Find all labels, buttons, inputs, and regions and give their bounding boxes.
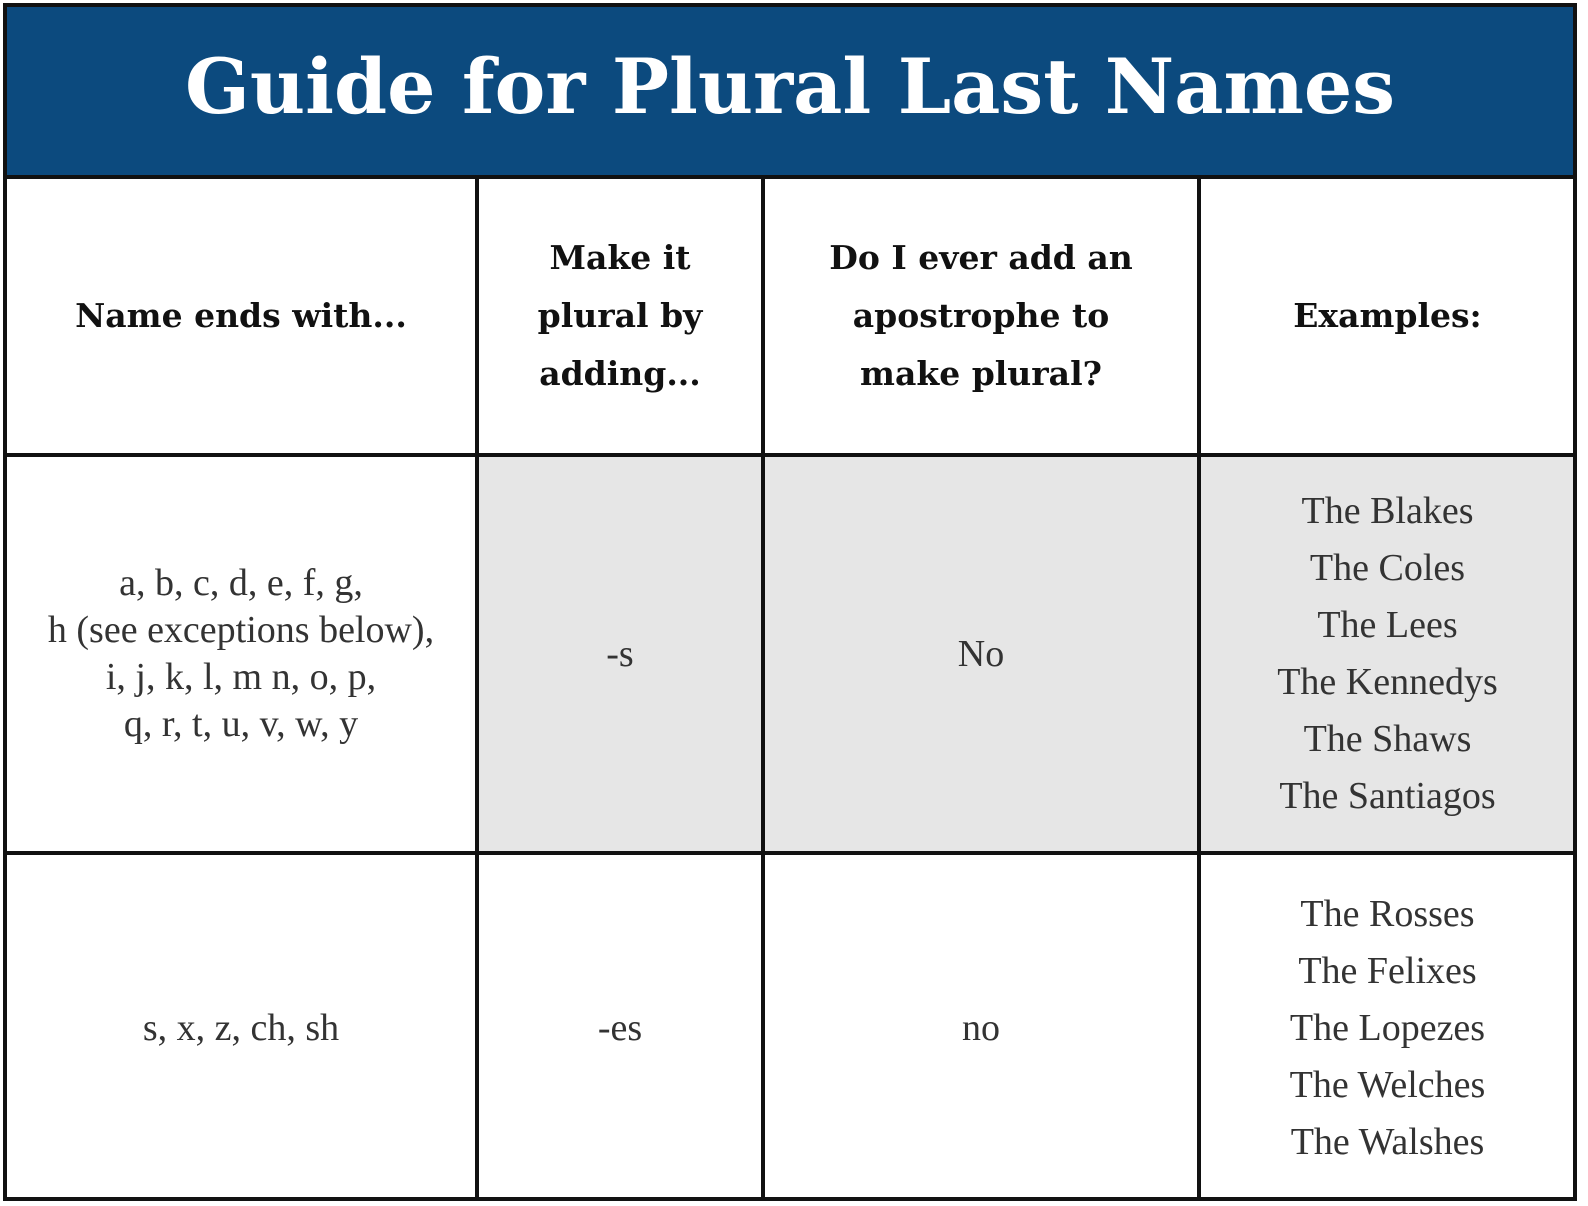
ending-line: a, b, c, d, e, f, g, bbox=[119, 562, 363, 604]
examples-cell bbox=[1199, 455, 1574, 853]
header-line: Do I ever add an bbox=[829, 238, 1133, 277]
example-name: The Lees bbox=[1317, 604, 1458, 646]
examples-cell bbox=[1199, 853, 1574, 1201]
header-apostrophe-question bbox=[763, 179, 1199, 455]
ending-line: i, j, k, l, m n, o, p, bbox=[105, 656, 377, 698]
header-row bbox=[7, 179, 1574, 455]
example-name: The Felixes bbox=[1298, 949, 1477, 992]
example-name: The Shaws bbox=[1303, 718, 1472, 760]
example-name: The Lopezes bbox=[1289, 1006, 1486, 1049]
ending-line: q, r, t, u, v, w, y bbox=[123, 703, 359, 745]
example-name: The Blakes bbox=[1301, 490, 1474, 532]
plural-rules-table bbox=[7, 179, 1574, 1201]
header-line: Name ends with... bbox=[75, 296, 407, 335]
name-ending-cell bbox=[7, 455, 477, 853]
example-name: The Welches bbox=[1289, 1063, 1486, 1106]
header-line: Make it bbox=[549, 238, 691, 277]
header-line: Examples: bbox=[1293, 296, 1482, 335]
header-name-ends-with bbox=[7, 179, 477, 455]
example-name: The Rosses bbox=[1300, 892, 1475, 935]
page-title: Guide for Plural Last Names bbox=[184, 42, 1396, 131]
header-line: apostrophe to bbox=[852, 296, 1110, 335]
example-name: The Walshes bbox=[1290, 1120, 1485, 1163]
ending-line: h (see exceptions below), bbox=[47, 609, 435, 651]
plural-names-guide bbox=[3, 3, 1577, 1201]
header-line: make plural? bbox=[860, 354, 1102, 393]
example-name: The Santiagos bbox=[1279, 775, 1496, 817]
example-name: The Coles bbox=[1309, 547, 1466, 589]
header-line: plural by bbox=[537, 296, 703, 335]
suffix-cell: -es bbox=[477, 853, 763, 1201]
suffix-cell: -s bbox=[477, 455, 763, 853]
table-row bbox=[7, 853, 1574, 1201]
example-name: The Kennedys bbox=[1277, 661, 1498, 703]
title-banner bbox=[7, 7, 1573, 179]
name-ending-cell bbox=[7, 853, 477, 1201]
header-line: adding... bbox=[539, 354, 701, 393]
header-make-plural-by-adding bbox=[477, 179, 763, 455]
table-row bbox=[7, 455, 1574, 853]
header-examples bbox=[1199, 179, 1574, 455]
ending-line: s, x, z, ch, sh bbox=[142, 1006, 340, 1049]
apostrophe-cell: No bbox=[763, 455, 1199, 853]
apostrophe-cell: no bbox=[763, 853, 1199, 1201]
